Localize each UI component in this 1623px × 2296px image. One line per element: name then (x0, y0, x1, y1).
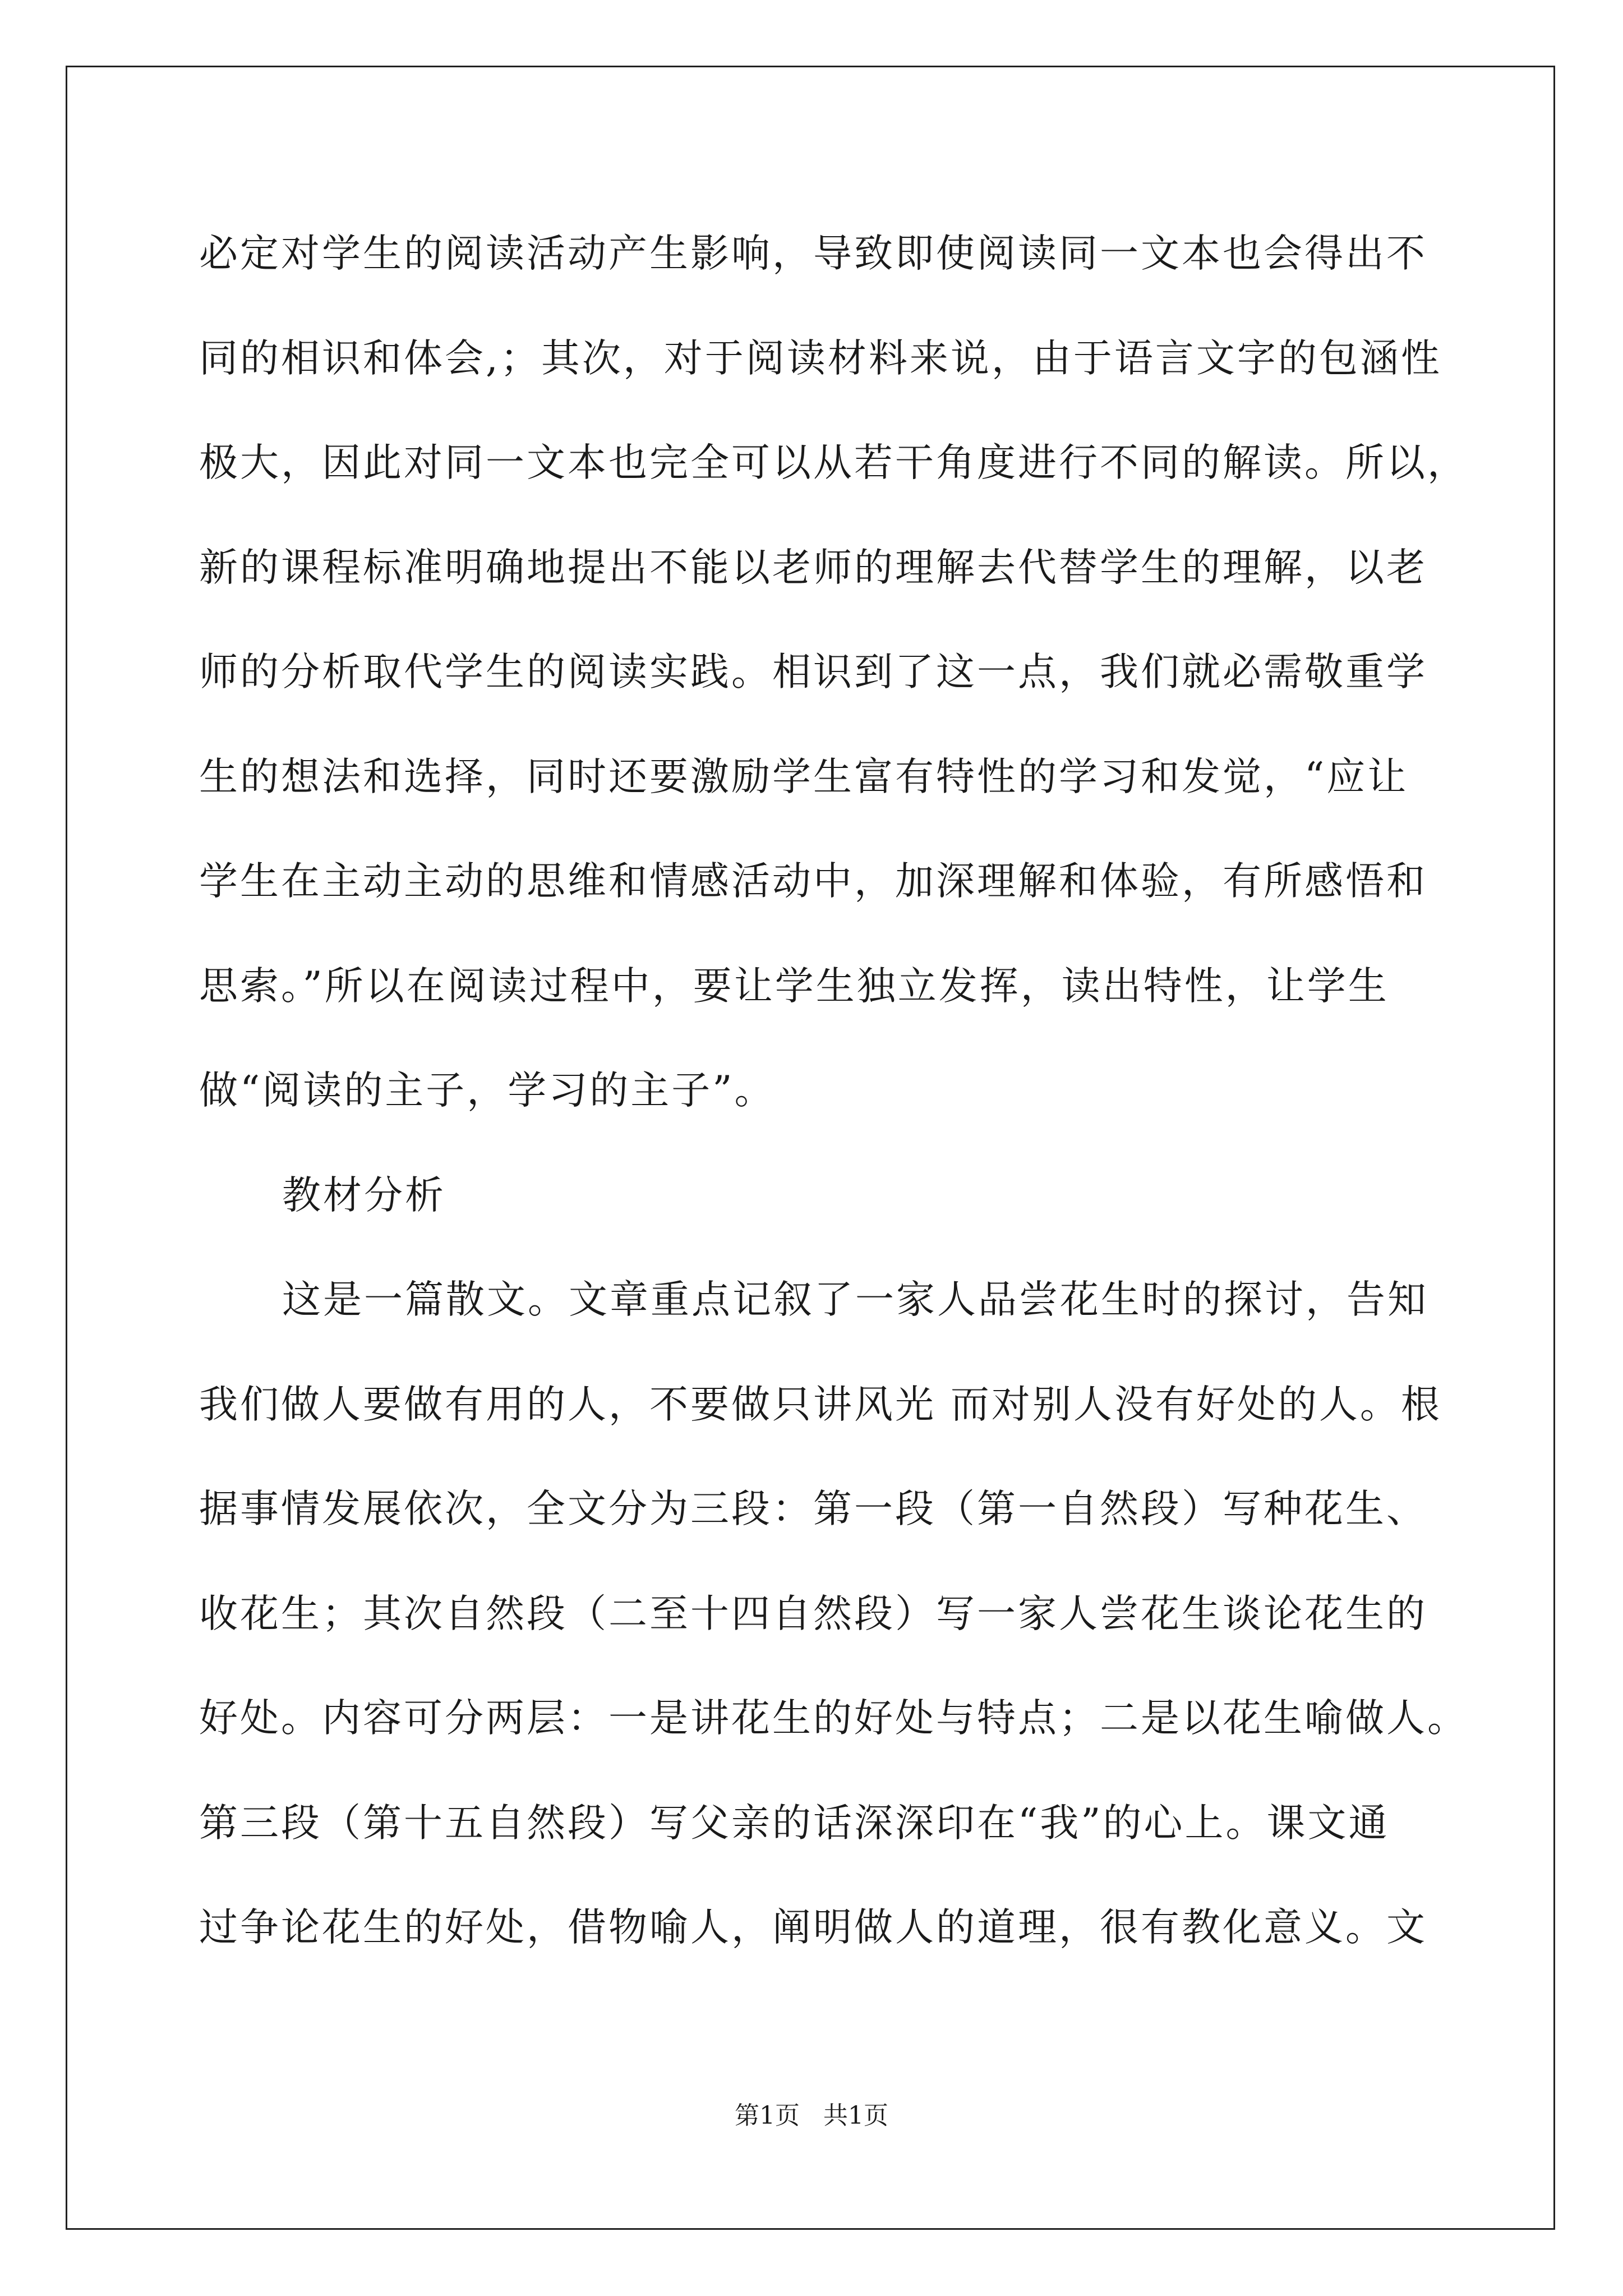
page-footer: 第1页 共1页 (735, 2101, 888, 2130)
paragraph-line: 生的想法和选择，同时还要激励学生富有特性的学习和发觉，“应让 (199, 754, 1409, 799)
paragraph-line: 必定对学生的阅读活动产生影响，导致即使阅读同一文本也会得出不 (199, 231, 1427, 276)
paragraph-line: 师的分析取代学生的阅读实践。相识到了这一点，我们就必需敬重学 (199, 650, 1427, 694)
paragraph-line: 同的相识和体会,；其次，对于阅读材料来说，由于语言文字的包涵性 (199, 336, 1442, 381)
paragraph-line: 好处。内容可分两层：一是讲花生的好处与特点；二是以花生喻做人。 (199, 1696, 1468, 1741)
paragraph-line: 新的课程标准明确地提出不能以老师的理解去代替学生的理解，以老 (199, 545, 1427, 590)
paragraph-line: 我们做人要做有用的人，不要做只讲风光 而对别人没有好处的人。根 (199, 1382, 1442, 1427)
paragraph-line: 过争论花生的好处，借物喻人，阐明做人的道理，很有教化意义。文 (199, 1905, 1427, 1950)
paragraph-line: 据事情发展依次，全文分为三段：第一段（第一自然段）写种花生、 (199, 1487, 1427, 1531)
paragraph-line: 收花生；其次自然段（二至十四自然段）写一家人尝花生谈论花生的 (199, 1591, 1427, 1636)
section-heading: 教材分析 (282, 1173, 446, 1218)
paragraph-line: 学生在主动主动的思维和情感活动中，加深理解和体验，有所感悟和 (199, 859, 1427, 904)
paragraph-line: 这是一篇散文。文章重点记叙了一家人品尝花生时的探讨，告知 (282, 1277, 1428, 1322)
paragraph-line: 做“阅读的主子，学习的主子”。 (199, 1068, 776, 1113)
paragraph-line: 思索。”所以在阅读过程中，要让学生独立发挥，读出特性，让学生 (199, 964, 1389, 1009)
paragraph-line: 第三段（第十五自然段）写父亲的话深深印在“我”的心上。课文通 (199, 1801, 1390, 1846)
paragraph-line: 极大，因此对同一文本也完全可以从若干角度进行不同的解读。所以， (199, 440, 1468, 485)
